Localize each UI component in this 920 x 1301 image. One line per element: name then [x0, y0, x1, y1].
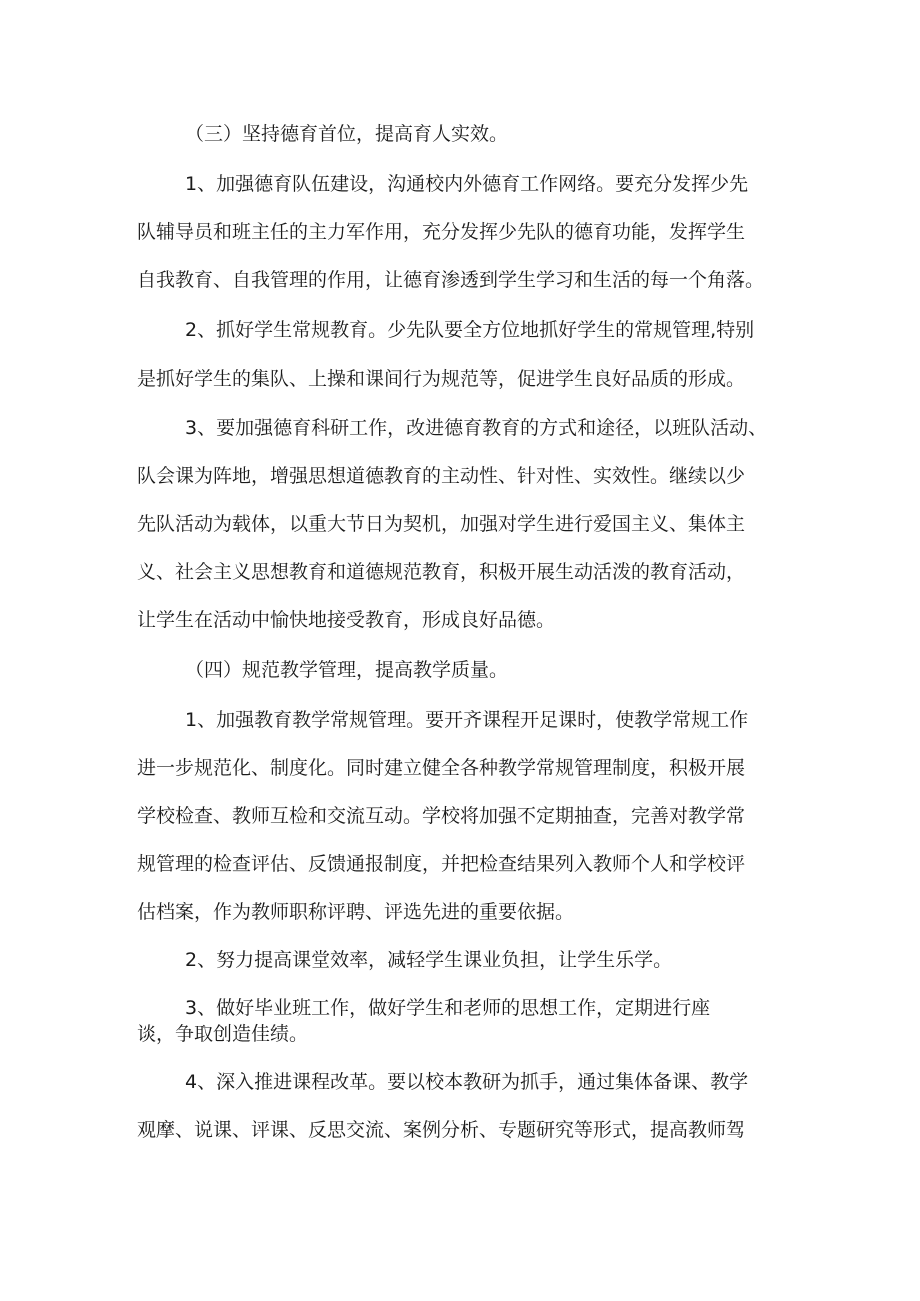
paragraph-line: 队辅导员和班主任的主力军作用，充分发挥少先队的德育功能，发挥学生 [137, 221, 746, 243]
paragraph-line: 4、深入推进课程改革。要以校本教研为抓手，通过集体备课、教学 [185, 1071, 749, 1093]
paragraph-line: 学校检查、教师互检和交流互动。学校将加强不定期抽查，完善对教学常 [137, 805, 746, 827]
paragraph-line: 3、要加强德育科研工作，改进德育教育的方式和途径，以班队活动、 [185, 417, 768, 439]
paragraph-line: 观摩、说课、评课、反思交流、案例分析、专题研究等形式，提高教师驾 [137, 1119, 746, 1141]
paragraph-line: 是抓好学生的集队、上操和课间行为规范等，促进学生良好品质的形成。 [137, 368, 746, 390]
paragraph-line: 2、抓好学生常规教育。少先队要全方位地抓好学生的常规管理,特别 [185, 319, 755, 341]
paragraph-line: 进一步规范化、制度化。同时建立健全各种教学常规管理制度，积极开展 [137, 757, 746, 779]
paragraph-line: 1、加强教育教学常规管理。要开齐课程开足课时，使教学常规工作 [185, 709, 749, 731]
paragraph-line: 义、社会主义思想教育和道德规范教育，积极开展生动活泼的教育活动， [137, 561, 746, 583]
paragraph-line: 3、做好毕业班工作，做好学生和老师的思想工作，定期进行座 [185, 997, 711, 1019]
paragraph-line: 规管理的检查评估、反馈通报制度，并把检查结果列入教师个人和学校评 [137, 853, 746, 875]
paragraph-line: 1、加强德育队伍建设，沟通校内外德育工作网络。要充分发挥少先 [185, 173, 749, 195]
paragraph-line: 先队活动为载体，以重大节日为契机，加强对学生进行爱国主义、集体主 [137, 513, 746, 535]
paragraph-line: 估档案，作为教师职称评聘、评选先进的重要依据。 [137, 901, 575, 923]
paragraph-line: 谈，争取创造佳绩。 [137, 1023, 309, 1045]
paragraph-line: 2、努力提高课堂效率，减轻学生课业负担，让学生乐学。 [185, 949, 673, 971]
paragraph-line: 让学生在活动中愉快地接受教育，形成良好品德。 [137, 609, 556, 631]
paragraph-line: 自我教育、自我管理的作用，让德育渗透到学生学习和生活的每一个角落。 [137, 269, 765, 291]
paragraph-line: 队会课为阵地，增强思想道德教育的主动性、针对性、实效性。继续以少 [137, 465, 746, 487]
section-heading-3: （三）坚持德育首位，提高育人实效。 [185, 123, 509, 145]
section-heading-4: （四）规范教学管理，提高教学质量。 [185, 659, 509, 681]
